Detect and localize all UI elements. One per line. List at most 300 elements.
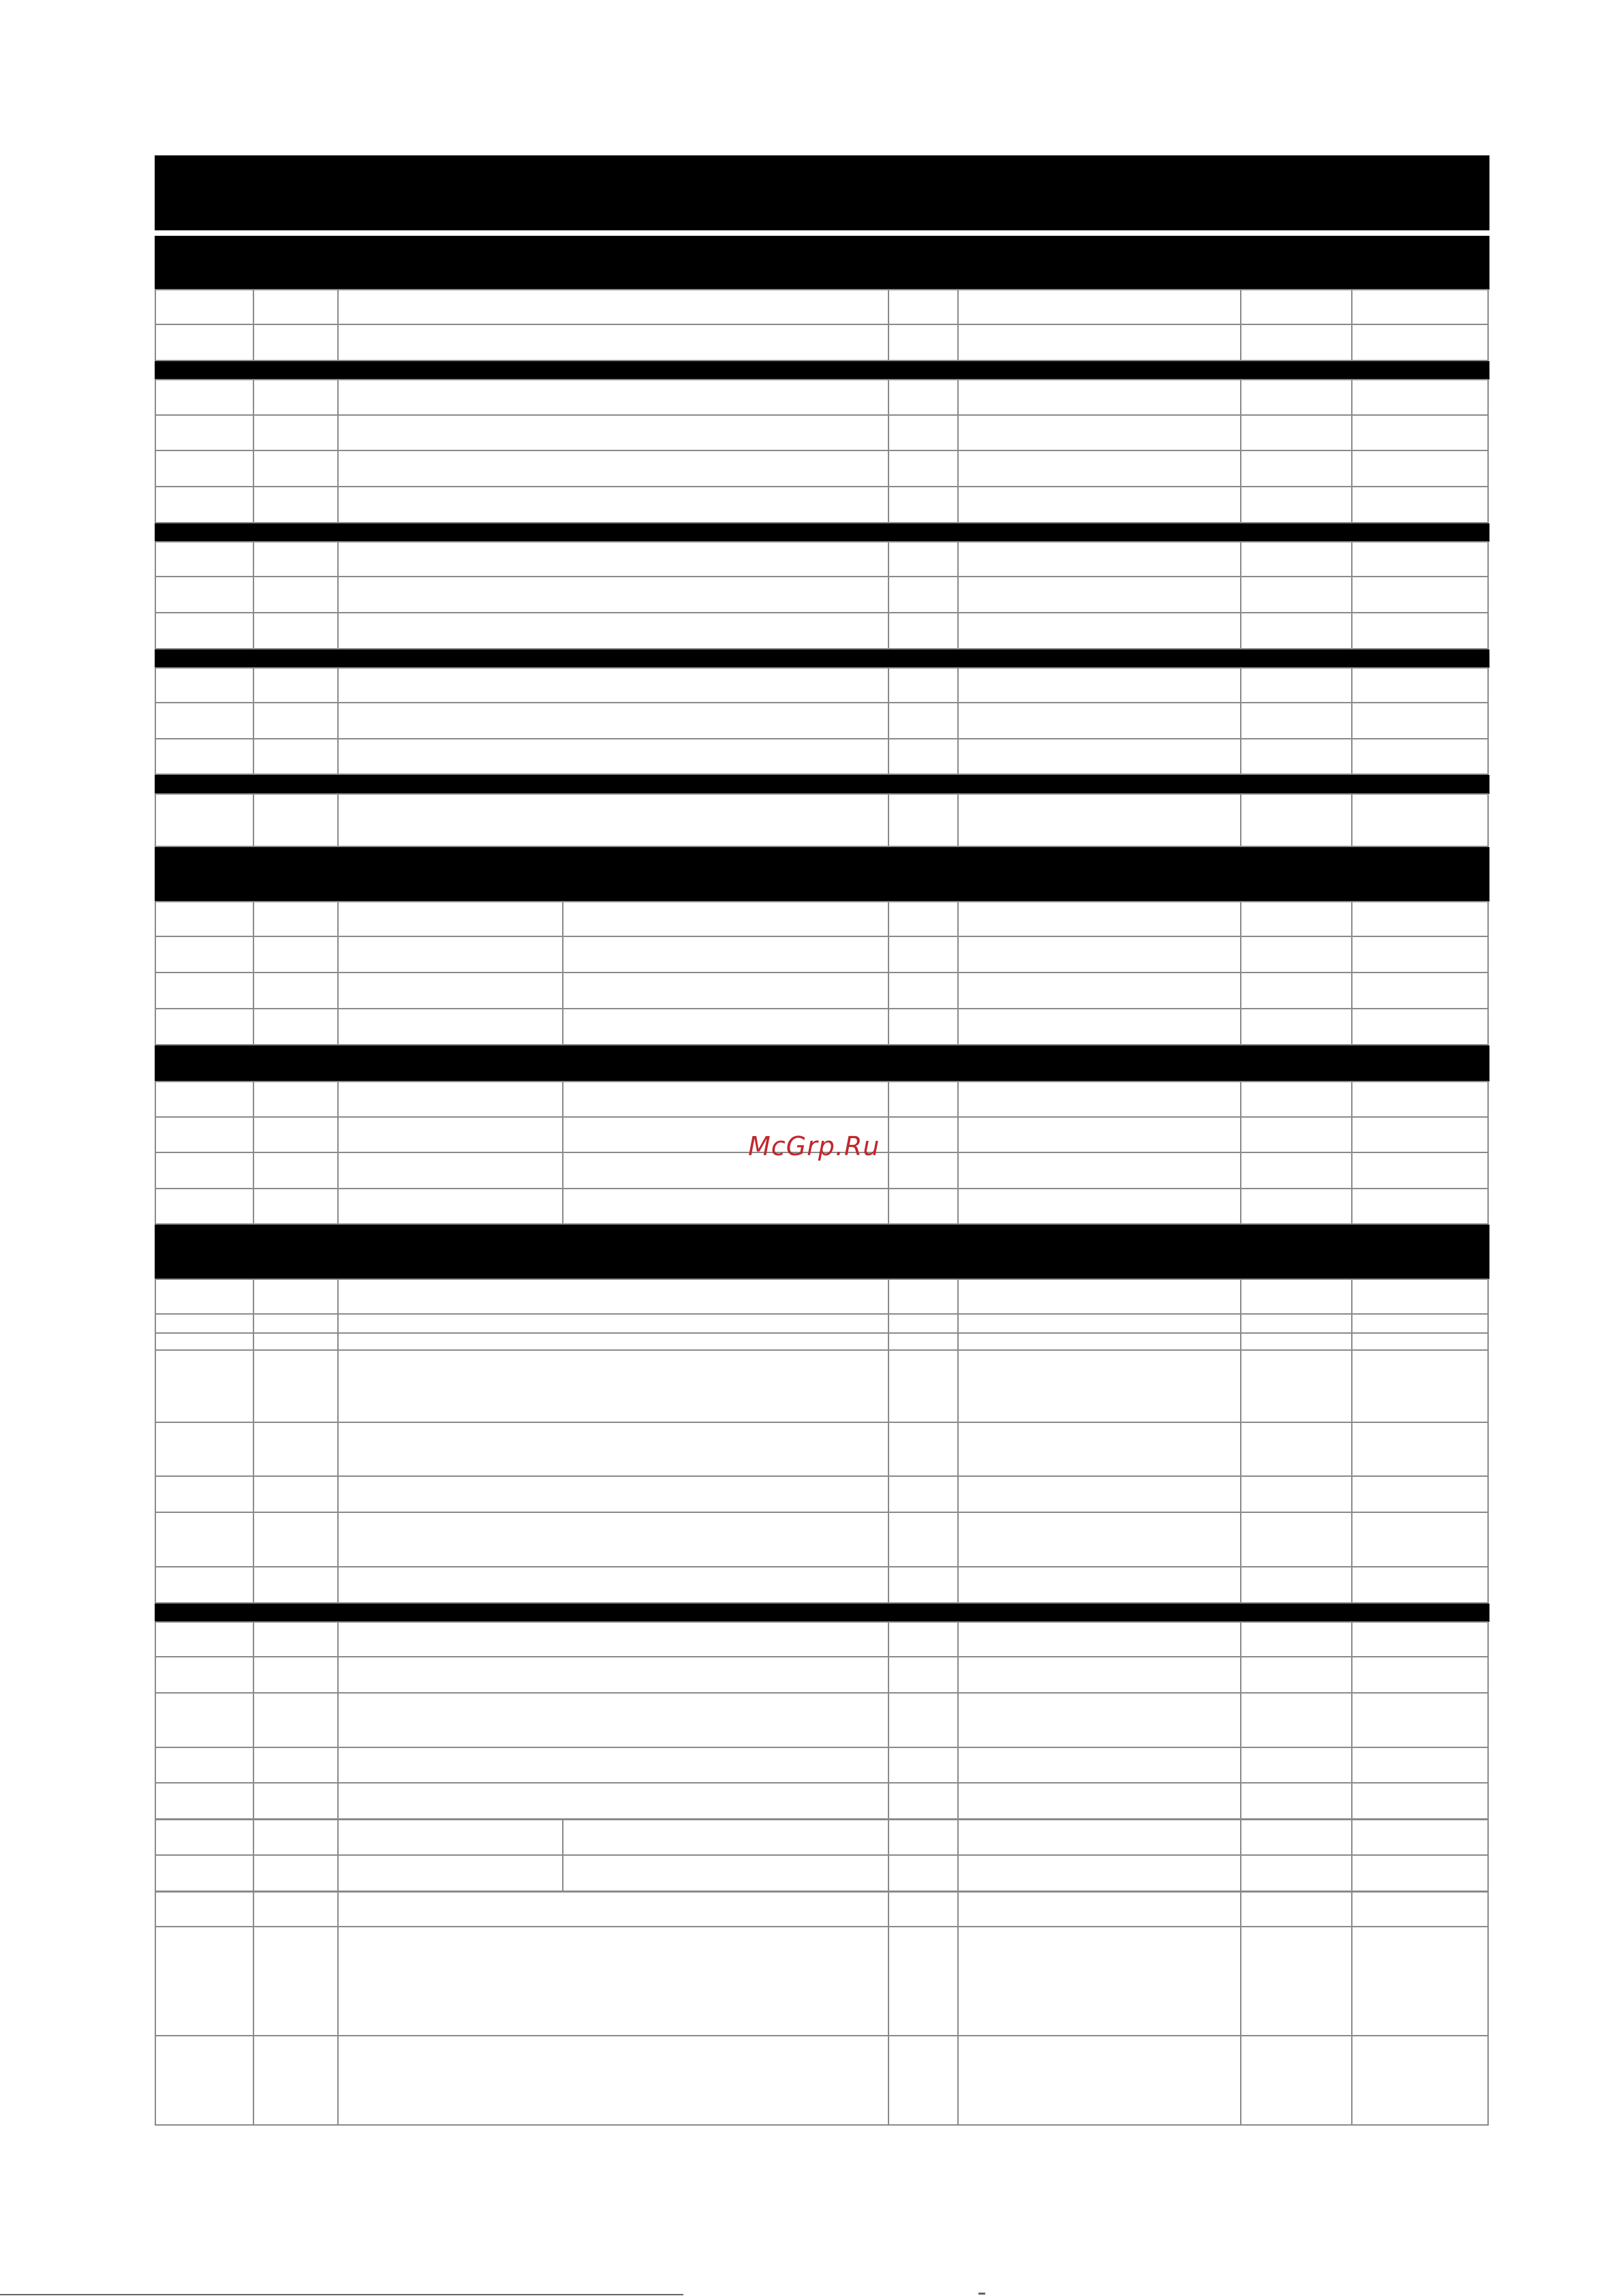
table-cell bbox=[253, 937, 337, 972]
table-cell bbox=[1240, 1118, 1351, 1152]
table-cell bbox=[155, 795, 253, 846]
table-cell bbox=[1240, 1856, 1351, 1891]
table-cell bbox=[888, 937, 957, 972]
table-cell bbox=[337, 973, 562, 1008]
table-cell bbox=[155, 1657, 253, 1692]
table-row bbox=[155, 1657, 1489, 1694]
section-header-bar bbox=[155, 1604, 1489, 1622]
table-cell bbox=[337, 613, 888, 648]
table-row bbox=[155, 1081, 1489, 1118]
table-cell bbox=[1351, 613, 1489, 648]
table-cell bbox=[1240, 1315, 1351, 1332]
table-row bbox=[155, 577, 1489, 613]
section-header-bar bbox=[155, 361, 1489, 380]
table-cell bbox=[1240, 1009, 1351, 1044]
table-cell bbox=[1240, 1748, 1351, 1782]
table-cell bbox=[562, 1820, 888, 1854]
section-header-bar bbox=[155, 236, 1489, 290]
table-cell bbox=[155, 1153, 253, 1188]
table-cell bbox=[1351, 1477, 1489, 1512]
table-cell bbox=[957, 1009, 1240, 1044]
section-header-bar bbox=[155, 1225, 1489, 1279]
table-cell bbox=[253, 1893, 337, 1926]
table-cell bbox=[155, 290, 253, 324]
table-cell bbox=[253, 1820, 337, 1854]
table-cell bbox=[1351, 451, 1489, 486]
table-cell bbox=[155, 1820, 253, 1854]
table-cell bbox=[1351, 1280, 1489, 1313]
table-cell bbox=[888, 902, 957, 936]
table-cell bbox=[155, 542, 253, 576]
table-row bbox=[155, 703, 1489, 739]
table-cell bbox=[337, 1315, 888, 1332]
table-cell bbox=[1351, 1820, 1489, 1854]
table-cell bbox=[562, 1009, 888, 1044]
table-cell bbox=[957, 1351, 1240, 1422]
table-row bbox=[155, 541, 1489, 577]
table-cell bbox=[1240, 1189, 1351, 1223]
table-cell bbox=[1240, 1334, 1351, 1349]
table-row bbox=[155, 416, 1489, 451]
table-cell bbox=[957, 795, 1240, 846]
table-cell bbox=[155, 902, 253, 936]
table-row bbox=[155, 1334, 1489, 1351]
table-cell bbox=[1240, 2036, 1351, 2124]
table-row bbox=[155, 937, 1489, 973]
table-cell bbox=[337, 1477, 888, 1512]
table-cell bbox=[957, 1694, 1240, 1747]
table-cell bbox=[1240, 703, 1351, 738]
table-cell bbox=[1240, 902, 1351, 936]
table-cell bbox=[337, 542, 888, 576]
table-cell bbox=[1351, 542, 1489, 576]
table-cell bbox=[957, 1893, 1240, 1926]
table-cell bbox=[957, 1334, 1240, 1349]
table-cell bbox=[1351, 739, 1489, 774]
table-row bbox=[155, 667, 1489, 703]
table-cell bbox=[253, 577, 337, 612]
table-cell bbox=[1240, 451, 1351, 486]
table-cell bbox=[562, 973, 888, 1008]
table-cell bbox=[253, 1334, 337, 1349]
table-cell bbox=[337, 1513, 888, 1566]
table-cell bbox=[1351, 1334, 1489, 1349]
table-cell bbox=[957, 1153, 1240, 1188]
section-header-bar bbox=[155, 1045, 1489, 1082]
table-cell bbox=[888, 1694, 957, 1747]
table-cell bbox=[957, 1623, 1240, 1656]
table-cell bbox=[155, 2036, 253, 2124]
table-cell bbox=[253, 416, 337, 450]
table-cell bbox=[1240, 1351, 1351, 1422]
table-cell bbox=[1351, 1315, 1489, 1332]
table-row bbox=[155, 901, 1489, 937]
table-cell bbox=[957, 703, 1240, 738]
table-cell bbox=[1351, 795, 1489, 846]
table-cell bbox=[888, 1820, 957, 1854]
table-cell bbox=[1240, 795, 1351, 846]
table-cell bbox=[253, 1513, 337, 1566]
table-cell bbox=[155, 1189, 253, 1223]
table-cell bbox=[337, 669, 888, 702]
table-cell bbox=[1351, 1784, 1489, 1818]
table-cell bbox=[1351, 902, 1489, 936]
table-cell bbox=[1240, 1082, 1351, 1116]
table-cell bbox=[155, 1009, 253, 1044]
table-cell bbox=[957, 1856, 1240, 1891]
table-cell bbox=[1240, 542, 1351, 576]
table-cell bbox=[957, 290, 1240, 324]
footer-mark bbox=[978, 2293, 985, 2295]
table-cell bbox=[337, 1623, 888, 1656]
table-cell bbox=[253, 1009, 337, 1044]
footer-rule bbox=[0, 2294, 683, 2295]
table-cell bbox=[337, 739, 888, 774]
table-cell bbox=[155, 1082, 253, 1116]
table-row bbox=[155, 379, 1489, 416]
table-cell bbox=[337, 1189, 562, 1223]
table-cell bbox=[562, 937, 888, 972]
table-cell bbox=[155, 577, 253, 612]
section-header-bar bbox=[155, 523, 1489, 542]
table-cell bbox=[957, 1784, 1240, 1818]
table-cell bbox=[888, 1567, 957, 1602]
table-cell bbox=[957, 1477, 1240, 1512]
table-cell bbox=[888, 1082, 957, 1116]
table-cell bbox=[1351, 1153, 1489, 1188]
table-row bbox=[155, 325, 1489, 361]
table-cell bbox=[957, 1657, 1240, 1692]
table-cell bbox=[1351, 703, 1489, 738]
table-cell bbox=[337, 1694, 888, 1747]
table-row bbox=[155, 1819, 1489, 1856]
table-row bbox=[155, 1891, 1489, 1927]
table-cell bbox=[957, 1280, 1240, 1313]
table-cell bbox=[1240, 577, 1351, 612]
table-cell bbox=[888, 1513, 957, 1566]
table-cell bbox=[888, 1477, 957, 1512]
table-row bbox=[155, 1477, 1489, 1513]
table-cell bbox=[155, 1477, 253, 1512]
table-cell bbox=[1351, 1657, 1489, 1692]
table-cell bbox=[155, 451, 253, 486]
table-cell bbox=[888, 739, 957, 774]
table-cell bbox=[888, 1748, 957, 1782]
table-row bbox=[155, 973, 1489, 1009]
table-cell bbox=[1351, 1009, 1489, 1044]
table-cell bbox=[888, 2036, 957, 2124]
table-row bbox=[155, 1748, 1489, 1784]
table-cell bbox=[253, 451, 337, 486]
table-cell bbox=[337, 325, 888, 360]
table-row bbox=[155, 1567, 1489, 1604]
table-cell bbox=[1240, 1820, 1351, 1854]
table-cell bbox=[253, 1315, 337, 1332]
table-cell bbox=[1351, 1082, 1489, 1116]
table-cell bbox=[337, 1351, 888, 1422]
table-cell bbox=[337, 1423, 888, 1475]
table-cell bbox=[888, 1657, 957, 1692]
table-cell bbox=[888, 613, 957, 648]
table-cell bbox=[155, 1351, 253, 1422]
table-cell bbox=[1240, 1513, 1351, 1566]
table-cell bbox=[888, 1351, 957, 1422]
table-cell bbox=[1240, 325, 1351, 360]
table-cell bbox=[155, 1623, 253, 1656]
table-cell bbox=[253, 1567, 337, 1602]
table-cell bbox=[1351, 1748, 1489, 1782]
table-cell bbox=[1240, 1153, 1351, 1188]
table-cell bbox=[155, 1423, 253, 1475]
table-cell bbox=[888, 542, 957, 576]
table-cell bbox=[253, 1784, 337, 1818]
table-cell bbox=[253, 1657, 337, 1692]
table-cell bbox=[888, 1856, 957, 1891]
table-cell bbox=[337, 1009, 562, 1044]
table-cell bbox=[1351, 973, 1489, 1008]
table-cell bbox=[957, 1927, 1240, 2035]
table-cell bbox=[1240, 1927, 1351, 2035]
table-cell bbox=[337, 1856, 562, 1891]
table-cell bbox=[1351, 1351, 1489, 1422]
table-row bbox=[155, 793, 1489, 847]
table-row bbox=[155, 487, 1489, 523]
table-cell bbox=[957, 1423, 1240, 1475]
table-row bbox=[155, 451, 1489, 487]
table-cell bbox=[888, 703, 957, 738]
table-cell bbox=[253, 1082, 337, 1116]
table-cell bbox=[1240, 669, 1351, 702]
table-cell bbox=[562, 1856, 888, 1891]
table-cell bbox=[888, 973, 957, 1008]
table-cell bbox=[337, 1153, 562, 1188]
table-cell bbox=[888, 1623, 957, 1656]
table-cell bbox=[1351, 1623, 1489, 1656]
table-cell bbox=[253, 613, 337, 648]
table-cell bbox=[253, 1623, 337, 1656]
table-cell bbox=[155, 380, 253, 414]
table-cell bbox=[1240, 1694, 1351, 1747]
table-row bbox=[155, 2036, 1489, 2126]
table-cell bbox=[155, 1513, 253, 1566]
table-cell bbox=[888, 1927, 957, 2035]
table-cell bbox=[888, 1118, 957, 1152]
table-cell bbox=[337, 1657, 888, 1692]
table-cell bbox=[1240, 1657, 1351, 1692]
table-cell bbox=[155, 487, 253, 522]
table-cell bbox=[888, 577, 957, 612]
table-cell bbox=[1240, 1477, 1351, 1512]
table-cell bbox=[1240, 1784, 1351, 1818]
table-cell bbox=[957, 669, 1240, 702]
table-cell bbox=[337, 937, 562, 972]
table-cell bbox=[888, 416, 957, 450]
table-row bbox=[155, 1009, 1489, 1045]
table-cell bbox=[1351, 577, 1489, 612]
table-cell bbox=[253, 325, 337, 360]
table-cell bbox=[888, 1893, 957, 1926]
table-row bbox=[155, 613, 1489, 649]
table-cell bbox=[888, 1153, 957, 1188]
table-cell bbox=[155, 325, 253, 360]
table-cell bbox=[253, 380, 337, 414]
table-cell bbox=[155, 1567, 253, 1602]
table-cell bbox=[253, 290, 337, 324]
table-cell bbox=[337, 1082, 562, 1116]
table-row bbox=[155, 289, 1489, 325]
table-cell bbox=[155, 416, 253, 450]
table-cell bbox=[1351, 1513, 1489, 1566]
table-cell bbox=[1351, 1423, 1489, 1475]
table-cell bbox=[253, 1856, 337, 1891]
table-cell bbox=[562, 1189, 888, 1223]
table-cell bbox=[253, 487, 337, 522]
table-cell bbox=[957, 1567, 1240, 1602]
table-cell bbox=[888, 451, 957, 486]
table-cell bbox=[888, 1315, 957, 1332]
table-cell bbox=[253, 2036, 337, 2124]
table-cell bbox=[337, 1784, 888, 1818]
table-cell bbox=[1240, 937, 1351, 972]
table-cell bbox=[155, 1315, 253, 1332]
table-cell bbox=[1240, 1623, 1351, 1656]
section-header-bar bbox=[155, 847, 1489, 902]
table-cell bbox=[337, 703, 888, 738]
table-cell bbox=[562, 902, 888, 936]
table-cell bbox=[888, 795, 957, 846]
table-cell bbox=[337, 1748, 888, 1782]
table-cell bbox=[155, 937, 253, 972]
table-cell bbox=[253, 1477, 337, 1512]
table-cell bbox=[155, 1784, 253, 1818]
table-cell bbox=[1351, 290, 1489, 324]
table-cell bbox=[957, 973, 1240, 1008]
table-cell bbox=[337, 416, 888, 450]
table-cell bbox=[253, 795, 337, 846]
table-cell bbox=[957, 1513, 1240, 1566]
table-cell bbox=[888, 290, 957, 324]
table-cell bbox=[155, 739, 253, 774]
table-cell bbox=[1351, 1567, 1489, 1602]
table-cell bbox=[253, 1351, 337, 1422]
table-cell bbox=[1240, 1567, 1351, 1602]
table-row bbox=[155, 739, 1489, 775]
table-cell bbox=[155, 1118, 253, 1152]
table-cell bbox=[957, 1082, 1240, 1116]
table-cell bbox=[1351, 1118, 1489, 1152]
table-cell bbox=[957, 2036, 1240, 2124]
table-cell bbox=[337, 1567, 888, 1602]
table-row bbox=[155, 1927, 1489, 2036]
table-cell bbox=[155, 1856, 253, 1891]
table-cell bbox=[337, 2036, 888, 2124]
table-cell bbox=[253, 1927, 337, 2035]
table-cell bbox=[155, 669, 253, 702]
table-cell bbox=[957, 487, 1240, 522]
table-cell bbox=[1240, 973, 1351, 1008]
table-cell bbox=[337, 290, 888, 324]
table-cell bbox=[253, 1694, 337, 1747]
table-cell bbox=[253, 1280, 337, 1313]
table-cell bbox=[957, 577, 1240, 612]
table-cell bbox=[888, 1189, 957, 1223]
table-cell bbox=[253, 973, 337, 1008]
table-cell bbox=[337, 1280, 888, 1313]
table-cell bbox=[1351, 1927, 1489, 2035]
table-cell bbox=[957, 902, 1240, 936]
watermark: McGrp.Ru bbox=[748, 1131, 880, 1161]
table-cell bbox=[155, 1927, 253, 2035]
table-cell bbox=[253, 669, 337, 702]
table-row bbox=[155, 1621, 1489, 1657]
table-row bbox=[155, 1279, 1489, 1315]
table-row bbox=[155, 1315, 1489, 1334]
table-row bbox=[155, 1856, 1489, 1892]
table-cell bbox=[253, 1118, 337, 1152]
table-cell bbox=[1351, 669, 1489, 702]
table-cell bbox=[1240, 613, 1351, 648]
table-row bbox=[155, 1351, 1489, 1423]
table-cell bbox=[1351, 380, 1489, 414]
table-row bbox=[155, 1694, 1489, 1748]
table-cell bbox=[253, 1153, 337, 1188]
table-cell bbox=[337, 1118, 562, 1152]
table-cell bbox=[337, 451, 888, 486]
table-cell bbox=[957, 416, 1240, 450]
table-cell bbox=[253, 1189, 337, 1223]
table-row bbox=[155, 1784, 1489, 1820]
table-cell bbox=[1351, 2036, 1489, 2124]
table-cell bbox=[155, 613, 253, 648]
table-cell bbox=[253, 1748, 337, 1782]
table-cell bbox=[253, 1423, 337, 1475]
table-cell bbox=[337, 577, 888, 612]
table-cell bbox=[957, 451, 1240, 486]
table-cell bbox=[337, 1334, 888, 1349]
table-cell bbox=[957, 1315, 1240, 1332]
table-cell bbox=[253, 739, 337, 774]
table-cell bbox=[253, 902, 337, 936]
section-header-bar bbox=[155, 649, 1489, 668]
table-cell bbox=[888, 669, 957, 702]
table-cell bbox=[337, 1893, 888, 1926]
table-cell bbox=[957, 325, 1240, 360]
table-cell bbox=[155, 703, 253, 738]
table-cell bbox=[957, 613, 1240, 648]
table-cell bbox=[1351, 416, 1489, 450]
table-cell bbox=[1351, 325, 1489, 360]
table-cell bbox=[155, 1334, 253, 1349]
table-cell bbox=[1351, 1893, 1489, 1926]
table-cell bbox=[1351, 1189, 1489, 1223]
table-cell bbox=[155, 1748, 253, 1782]
table-cell bbox=[155, 973, 253, 1008]
table-cell bbox=[337, 795, 888, 846]
table-cell bbox=[888, 1334, 957, 1349]
table-cell bbox=[337, 487, 888, 522]
table-cell bbox=[562, 1082, 888, 1116]
table-cell bbox=[337, 1927, 888, 2035]
table-cell bbox=[1240, 487, 1351, 522]
table-row bbox=[155, 1423, 1489, 1477]
table-cell bbox=[1351, 1694, 1489, 1747]
table-cell bbox=[1240, 290, 1351, 324]
table-cell bbox=[888, 1423, 957, 1475]
table-cell bbox=[155, 1893, 253, 1926]
table-cell bbox=[1351, 1856, 1489, 1891]
section-header-bar bbox=[155, 155, 1489, 230]
table-cell bbox=[337, 902, 562, 936]
